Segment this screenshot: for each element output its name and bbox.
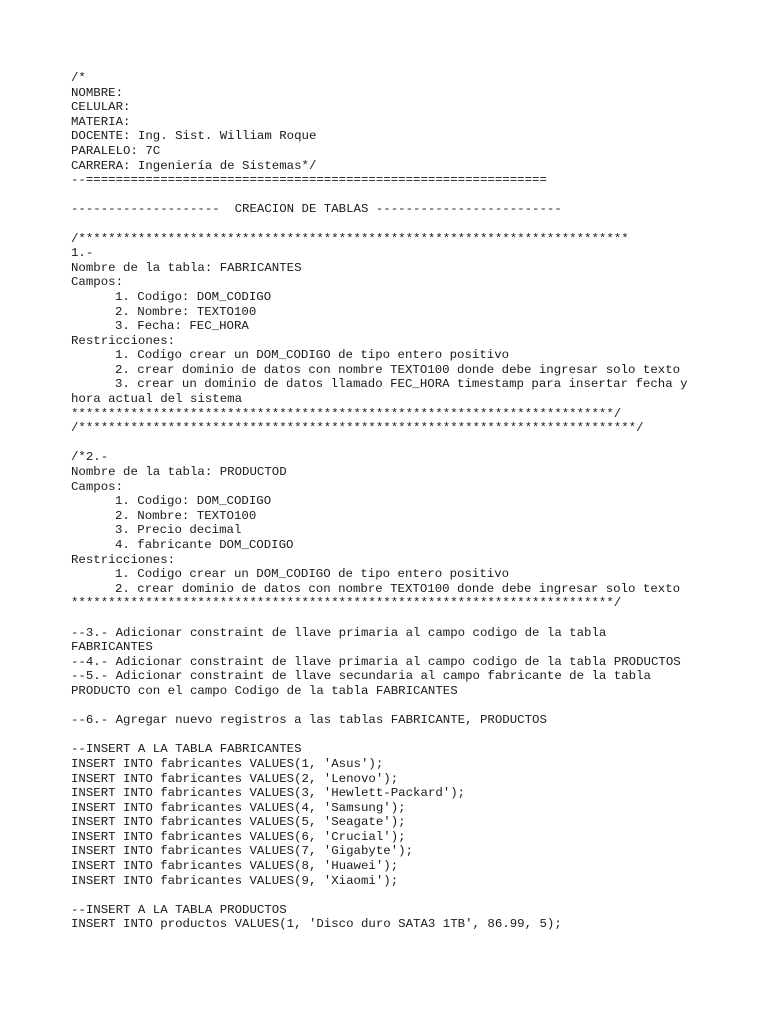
text-line: --INSERT A LA TABLA FABRICANTES (71, 742, 302, 757)
code-line: INSERT INTO fabricantes VALUES(8, 'Huawei'); (71, 859, 399, 874)
text-line: 2. Nombre: TEXTO100 (115, 508, 257, 523)
text-line (71, 699, 761, 714)
text-line: --INSERT A LA TABLA PRODUCTOS (71, 902, 287, 917)
text-line: Restricciones: (71, 333, 176, 348)
text-line: CARRERA: Ingeniería de Sistemas*/ (71, 158, 317, 173)
text-line (71, 728, 761, 743)
code-line: INSERT INTO fabricantes VALUES(3, 'Hewlett-Packard'); (71, 786, 466, 801)
text-line: 2. Nombre: TEXTO100 (115, 304, 257, 319)
text-line: 1. Codigo: DOM_CODIGO (115, 494, 272, 509)
text-line: /* (71, 71, 86, 85)
text-line: 2. crear dominio de datos con nombre TEXTO100 donde debe ingresar solo texto (115, 581, 681, 596)
text-line: Nombre de la tabla: PRODUCTOD (71, 465, 287, 480)
text-line: --4.- Adicionar constraint de llave primaria al campo codigo de la tabla PRODUCTOS (71, 654, 681, 669)
text-line: 3. Fecha: FEC_HORA (115, 319, 249, 334)
text-line: PARALELO: 7C (71, 143, 161, 158)
text-line (71, 888, 761, 903)
text-line: --3.- Adicionar constraint de llave primaria al campo codigo de la tabla (71, 625, 607, 640)
text-line: MATERIA: (71, 114, 131, 129)
text-line: 3. Precio decimal (115, 523, 242, 538)
code-line: INSERT INTO fabricantes VALUES(5, 'Seagate'); (71, 815, 406, 830)
text-line: hora actual del sistema (71, 392, 243, 407)
text-line: Campos: (71, 275, 124, 290)
code-line: INSERT INTO fabricantes VALUES(1, 'Asus'); (71, 756, 384, 771)
code-line: INSERT INTO productos VALUES(1, 'Disco duro SATA3 1TB', 86.99, 5); (71, 917, 562, 932)
text-line: PRODUCTO con el campo Codigo de la tabla FABRICANTES (71, 683, 458, 698)
text-line: /***************************************************************************/ (71, 421, 644, 436)
document-text (71, 71, 761, 932)
text-line: CELULAR: (71, 100, 131, 115)
text-line: 1. Codigo: DOM_CODIGO (115, 289, 272, 304)
text-line: /*2.- (71, 450, 109, 465)
code-line: INSERT INTO fabricantes VALUES(7, 'Gigabyte'); (71, 844, 414, 859)
text-line: --5.- Adicionar constraint de llave secundaria al campo fabricante de la tabla (71, 669, 651, 684)
text-line: 1. Codigo crear un DOM_CODIGO de tipo entero positivo (115, 567, 510, 582)
text-line: Restricciones: (71, 552, 176, 567)
code-line: INSERT INTO fabricantes VALUES(2, 'Lenovo'); (71, 771, 399, 786)
text-line: Nombre de la tabla: FABRICANTES (71, 260, 302, 275)
text-line: Campos: (71, 479, 124, 494)
text-line: --============================================================== (71, 173, 547, 188)
section-heading: -------------------- CREACION DE TABLAS ------------------------- (71, 202, 562, 217)
text-line: 1. Codigo crear un DOM_CODIGO de tipo entero positivo (115, 348, 510, 363)
code-line: INSERT INTO fabricantes VALUES(6, 'Crucial'); (71, 829, 406, 844)
text-line (71, 217, 761, 232)
text-line: --6.- Agregar nuevo registros a las tablas FABRICANTE, PRODUCTOS (71, 713, 547, 728)
text-line: 1.- (71, 246, 94, 261)
text-line: 3. crear un dominio de datos llamado FEC_HORA timestamp para insertar fecha y (115, 377, 688, 392)
text-line: NOMBRE: (71, 85, 124, 100)
code-line: INSERT INTO fabricantes VALUES(9, 'Xiaomi'); (71, 873, 399, 888)
text-line: 2. crear dominio de datos con nombre TEXTO100 donde debe ingresar solo texto (115, 362, 681, 377)
code-line: INSERT INTO fabricantes VALUES(4, 'Samsung'); (71, 800, 406, 815)
text-line (71, 611, 761, 626)
text-line: FABRICANTES (71, 640, 153, 655)
text-line (71, 188, 761, 203)
text-line: 4. fabricante DOM_CODIGO (115, 538, 294, 552)
text-line: /************************************************************************** (71, 231, 629, 246)
text-line: *************************************************************************/ (71, 596, 622, 611)
text-line: *************************************************************************/ (71, 406, 622, 421)
text-line (71, 436, 761, 451)
text-line: DOCENTE: Ing. Sist. William Roque (71, 129, 317, 144)
